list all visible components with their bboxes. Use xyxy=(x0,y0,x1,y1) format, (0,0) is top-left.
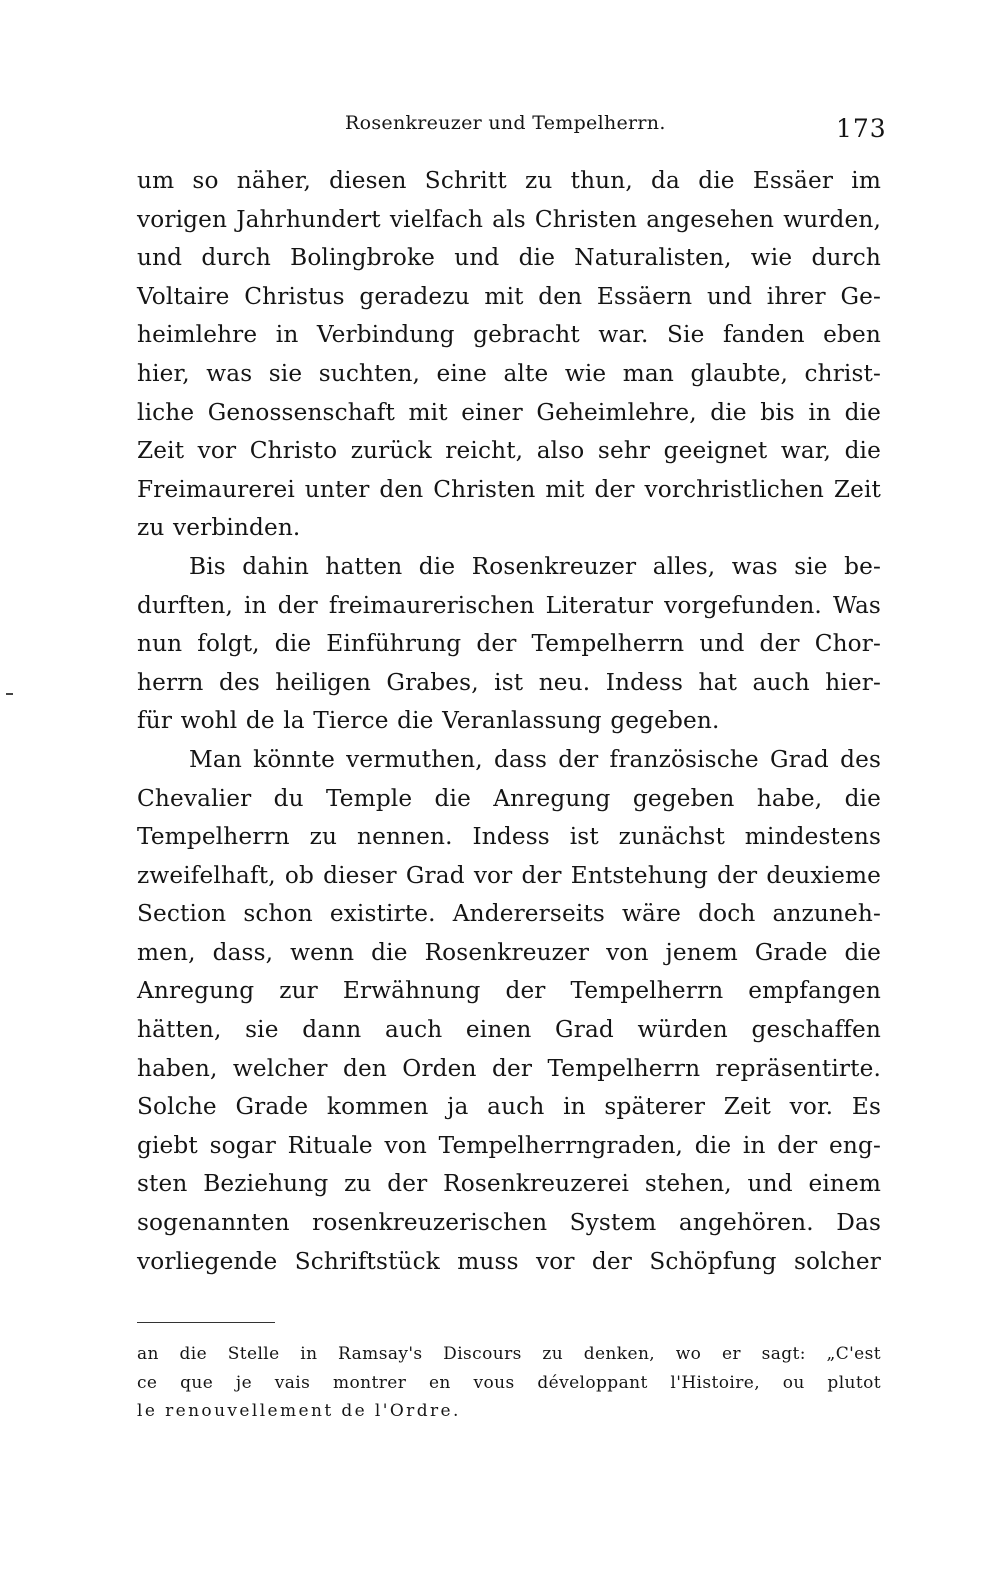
text-line: haben, welcher den Orden der Tempelherrn repräsentirte. xyxy=(137,1054,881,1082)
text-line: und durch Bolingbroke und die Naturalisten, wie durch xyxy=(137,244,881,272)
text-line: Tempelherrn zu nennen. Indess ist zunächst mindestens xyxy=(137,823,881,851)
footnote-rule xyxy=(137,1322,275,1323)
text-line: liche Genossenschaft mit einer Geheimlehre, die bis in die xyxy=(137,398,881,426)
text-line: Anregung zur Erwähnung der Tempelherrn empfangen xyxy=(137,977,881,1005)
text-line: für wohl de la Tierce die Veranlassung gegeben. xyxy=(137,707,720,735)
text-line: Freimaurerei unter den Christen mit der vorchristlichen Zeit xyxy=(137,475,881,503)
text-line: zu verbinden. xyxy=(137,514,301,542)
text-line: um so näher, diesen Schritt zu thun, da die Essäer im xyxy=(137,167,881,194)
running-head: Rosenkreuzer und Tempelherrn. xyxy=(345,112,666,134)
text-line: vorigen Jahrhundert vielfach als Christen angesehen wurden, xyxy=(137,205,881,233)
margin-mark xyxy=(6,693,13,695)
text-line: Section schon existirte. Andererseits wäre doch anzuneh- xyxy=(137,900,881,928)
footnote-line: ce que je vais montrer en vous développant l'Histoire, ou plutot xyxy=(137,1372,881,1393)
footnote-line: an die Stelle in Ramsay's Discours zu denken, wo er sagt: „C'est xyxy=(137,1344,881,1364)
text-line: durften, in der freimaurerischen Literatur vorgefunden. Was xyxy=(137,591,881,619)
text-line: Man könnte vermuthen, dass der französische Grad des xyxy=(189,745,881,773)
text-line: Bis dahin hatten die Rosenkreuzer alles, was sie be- xyxy=(189,552,881,580)
text-line: nun folgt, die Einführung der Tempelherrn und der Chor- xyxy=(137,630,881,658)
text-line: giebt sogar Rituale von Tempelherrngraden, die in der eng- xyxy=(137,1131,881,1159)
page-header xyxy=(0,112,1000,142)
text-line: sten Beziehung zu der Rosenkreuzerei stehen, und einem xyxy=(137,1170,881,1198)
text-line: heimlehre in Verbindung gebracht war. Sie fanden eben xyxy=(137,321,881,349)
page-number: 173 xyxy=(836,114,887,143)
text-line: Zeit vor Christo zurück reicht, also sehr geeignet war, die xyxy=(137,437,881,465)
text-line: Solche Grade kommen ja auch in späterer Zeit vor. Es xyxy=(137,1093,881,1121)
text-line: hier, was sie suchten, eine alte wie man glaubte, christ- xyxy=(137,359,881,387)
text-line: men, dass, wenn die Rosenkreuzer von jenem Grade die xyxy=(137,938,881,966)
text-line: Voltaire Christus geradezu mit den Essäern und ihrer Ge- xyxy=(137,282,881,310)
text-line: vorliegende Schriftstück muss vor der Schöpfung solcher xyxy=(137,1247,881,1275)
text-line: sogenannten rosenkreuzerischen System angehören. Das xyxy=(137,1209,881,1237)
text-line: hätten, sie dann auch einen Grad würden geschaffen xyxy=(137,1016,881,1044)
text-line: zweifelhaft, ob dieser Grad vor der Entstehung der deuxieme xyxy=(137,861,881,889)
body-text xyxy=(137,162,881,1281)
footnote-line: le renouvellement de l'Ordre. xyxy=(137,1401,461,1421)
text-line: Chevalier du Temple die Anregung gegeben habe, die xyxy=(137,784,881,812)
text-line: herrn des heiligen Grabes, ist neu. Indess hat auch hier- xyxy=(137,668,881,696)
footnote xyxy=(137,1340,881,1426)
